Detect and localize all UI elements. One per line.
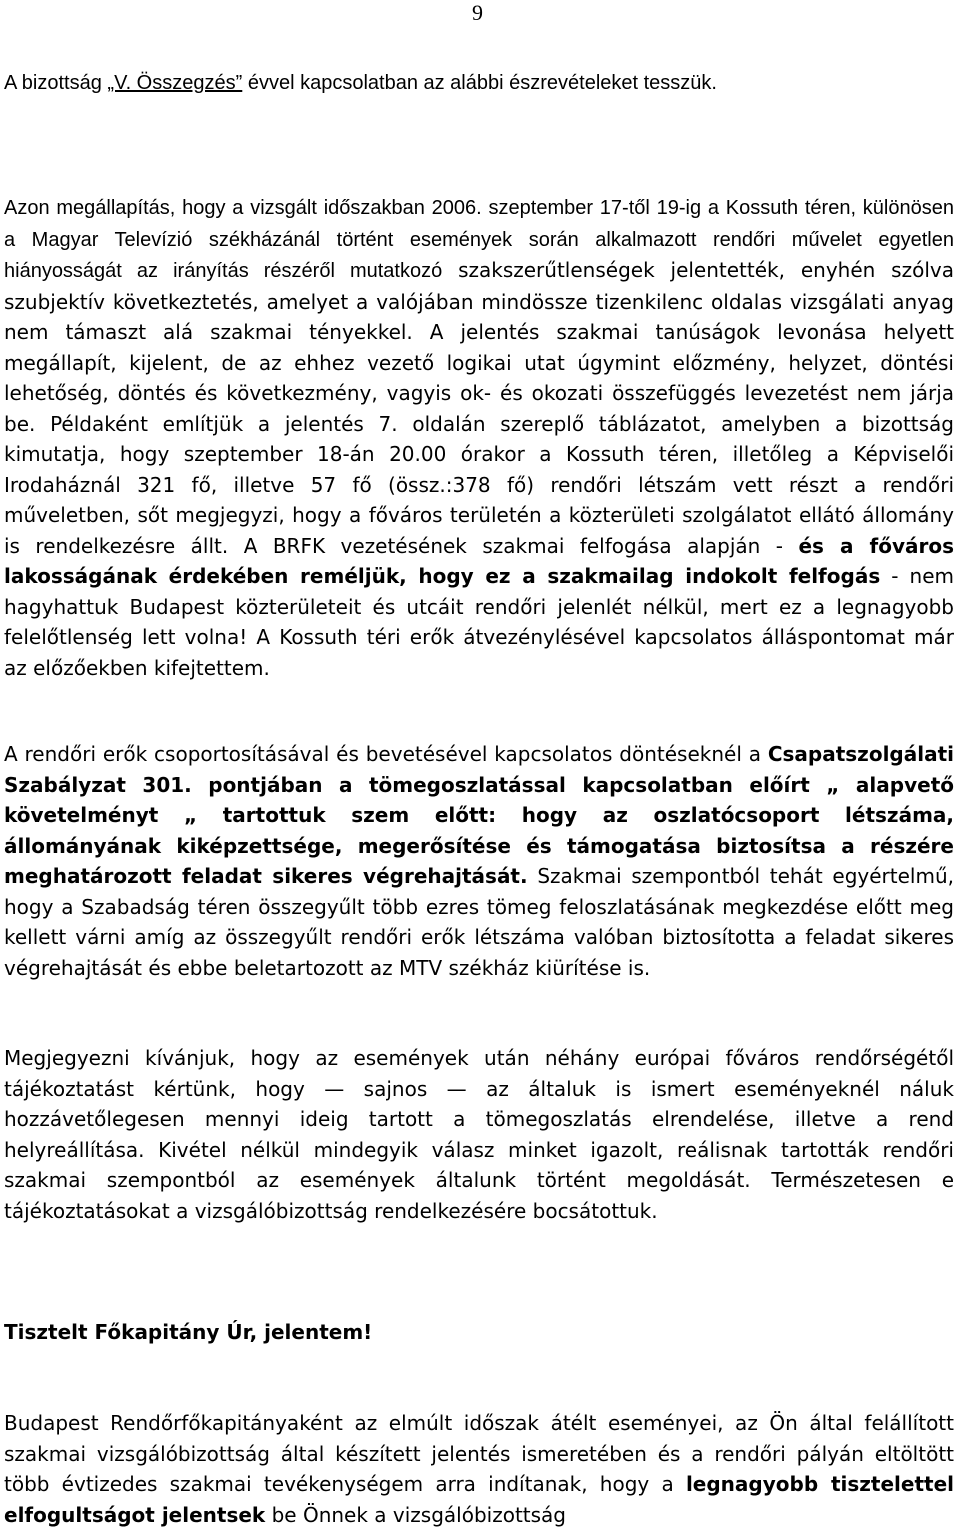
paragraph-assessment xyxy=(4,192,954,683)
paragraph-european-comparison xyxy=(4,1043,954,1226)
intro-text-start: A bizottság xyxy=(4,72,108,94)
paragraph-conclusion xyxy=(4,1408,954,1530)
conclusion-text-end: be Önnek a vizsgálóbizottság xyxy=(265,1502,566,1527)
comparison-text: Megjegyezni kívánjuk, hogy az események után néhány európai főváros rendőrségétől tájékoztatást kértünk, hogy — sajnos — az általuk is ismert eseményeknél náluk hozzávetőlegesen mennyi ideig tartott a tömegoszlatás elrendelése, illetve a rend helyreállítása. Kivétel nélkül mindegyik válasz minket igazolt, reálisnak tartották rendőri szakmai szempontból az események általunk történt megoldását. Természetesen e tájékoztatásokat a vizsgálóbizottság rendelkezésére bocsátottuk. xyxy=(4,1046,954,1223)
paragraph-regulation xyxy=(4,739,954,983)
intro-text-end: évvel kapcsolatban az alábbi észrevételeket tesszük. xyxy=(242,72,717,94)
conclusion-emphasis: legnagyobb tisztelettel elfogultságot jelentsek xyxy=(4,1472,955,1527)
regulation-emphasis: Csapatszolgálati Szabályzat 301. pontjában a tömegoszlatással kapcsolatban előírt „ alapvető követelményt „ tartottuk szem előtt: hogy az oszlatócsoport létszáma, állományának kiképzettsége, megerősítése és támogatása biztosítsa a részére meghatározott feladat sikeres végrehajtását. xyxy=(4,742,954,888)
page-number: 9 xyxy=(472,0,483,25)
regulation-text-end: Szakmai szempontból tehát egyértelmű, hogy a Szabadság téren összegyűlt több ezres tömeg feloszlatásának megkezdése előtt meg kellett várni amíg az összegyűlt rendőri erők létszáma valóban biztosította a feladat sikeres végrehajtását és ebbe beletartozott az MTV székház kiürítése is. xyxy=(4,864,954,980)
assessment-text: szakszerűtlenségek jelentették, enyhén szólva szubjektív következtetés, amelyet a valójában mindössze tizenkilenc oldalas vizsgálati anyag nem támaszt alá szakmai tényekkel. A jelentés szakmai tanúságok levonása helyett megállapít, kijelent, de az ehhez vezető logikai utat úgymint előzmény, helyzet, döntési lehetőség, döntés és következmény, vagyis ok- és okozati összefüggés levezetést nem járja be. Példaként említjük a jelentés 7. oldalán szereplő táblázatot, amelyben a bizottság kimutatja, hogy szeptember 18-án 20.00 órakor a Kossuth téren, illetőleg a Képviselői Irodaháznál 321 fő, illetve 57 fő (össz.:378 fő) rendőri létszám vett részt a rendőri műveletben, sőt megjegyzi, hogy a főváros területén a közterületi szolgálatot ellátó állomány is rendelkezésre állt. A BRFK vezetésének szakmai felfogása alapján - xyxy=(4,258,954,558)
conclusion-text: Budapest Rendőrfőkapitányaként az elmúlt időszak átélt eseményei, az Ön által felállított szakmai vizsgálóbizottság által készített jelentés ismeretében és a rendőri pályán eltöltött több évtizedes szakmai tevékenységem arra indítanak, hogy a xyxy=(4,1411,954,1496)
assessment-opening: Azon megállapítás, hogy a vizsgált időszakban 2006. szeptember 17-től 19-ig a Kossuth téren, különösen a Magyar Televízió székházánál történt események során alkalmazott rendőri művelet egyetlen hiányosságát az irányítás részéről mutatkozó xyxy=(4,197,954,282)
assessment-emphasis: és a főváros lakosságának érdekében reméljük, hogy ez a szakmailag indokolt felfogás xyxy=(4,533,955,588)
assessment-text-end: - nem hagyhattuk Budapest közterületeit és utcáit rendőri jelenlét nélkül, mert ez a legnagyobb felelőtlenség lett volna! A Kossuth téri erők átvezénylésével kapcsolatos álláspontomat már az előzőekben kifejtettem. xyxy=(4,564,954,680)
salutation: Tisztelt Főkapitány Úr, jelentem! xyxy=(4,1320,373,1344)
regulation-text: A rendőri erők csoportosításával és bevetésével kapcsolatos döntéseknél a xyxy=(4,742,768,766)
section-reference-link[interactable]: „V. Összegzés” xyxy=(107,72,243,94)
paragraph-intro xyxy=(4,68,954,99)
